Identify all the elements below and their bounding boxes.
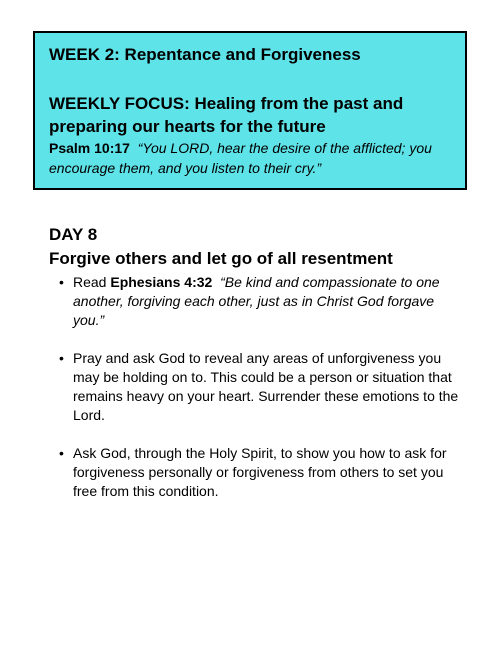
list-item	[49, 273, 469, 330]
read-prefix: Read	[73, 274, 111, 290]
psalm-quote: “You LORD, hear the desire of the afflicted; you encourage them, and you listen to their cry.”	[49, 140, 432, 176]
list-item	[49, 349, 469, 425]
bullet-icon: •	[59, 274, 64, 290]
psalm-reference: Psalm 10:17	[49, 140, 130, 156]
scripture-quote: “Be kind and compassionate to one another, forgiving each other, just as in Christ God forgave you.”	[73, 274, 440, 328]
week-title: WEEK 2: Repentance and Forgiveness	[49, 45, 361, 64]
list-item-text: Ask God, through the Holy Spirit, to show you how to ask for forgiveness personally or forgiveness from others to set you free from this condition.	[73, 445, 447, 499]
task-list	[49, 273, 469, 501]
weekly-focus-title: WEEKLY FOCUS: Healing from the past and preparing our hearts for the future	[49, 94, 404, 136]
psalm-verse	[49, 138, 451, 178]
day-section	[49, 224, 469, 520]
list-item-text: Pray and ask God to reveal any areas of unforgiveness you may be holding on to. This could be a person or situation that remains heavy on your heart. Surrender these emotions to the Lord.	[73, 350, 459, 423]
weekly-focus-box	[33, 31, 467, 190]
list-item	[49, 444, 469, 501]
bullet-icon: •	[59, 350, 64, 366]
scripture-reference: Ephesians 4:32	[110, 274, 213, 290]
bullet-icon: •	[59, 445, 64, 461]
day-label: DAY 8	[49, 225, 98, 244]
day-title: Forgive others and let go of all resentment	[49, 249, 393, 268]
